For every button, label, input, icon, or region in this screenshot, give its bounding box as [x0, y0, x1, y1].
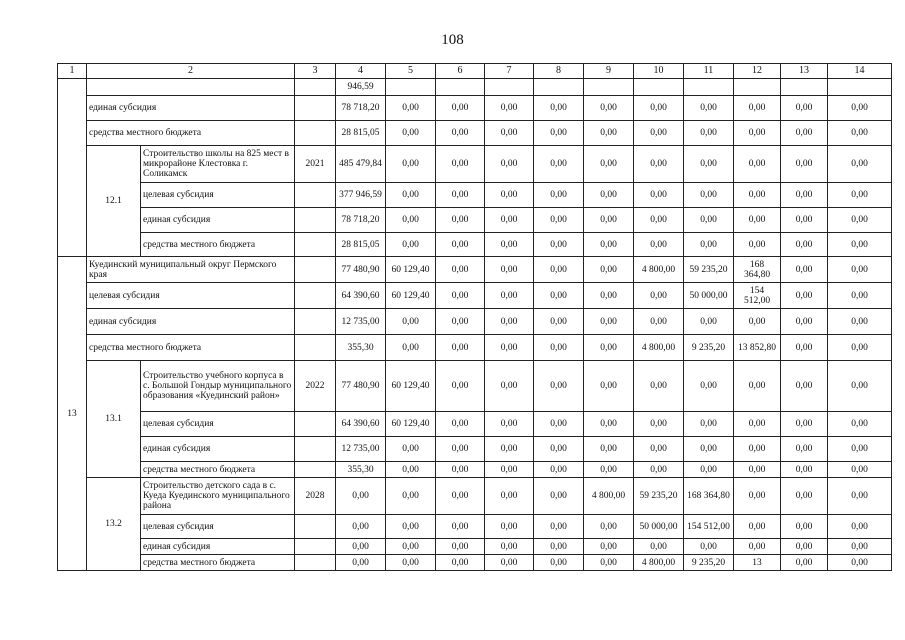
page-number: 108	[441, 32, 464, 48]
table-row	[58, 257, 892, 283]
year-cell	[295, 515, 336, 539]
value-cell: 0,00	[436, 96, 485, 121]
value-cell: 0,00	[734, 412, 781, 437]
value-cell: 0,00	[436, 361, 485, 412]
value-cell: 0,00	[781, 309, 828, 335]
value-cell: 0,00	[781, 283, 828, 309]
value-cell: 0,00	[828, 462, 892, 478]
value-cell: 0,00	[634, 437, 684, 462]
table-row	[58, 555, 892, 571]
value-cell: 0,00	[734, 208, 781, 233]
value-cell: 154 512,00	[684, 515, 734, 539]
value-cell: 0,00	[828, 183, 892, 208]
value-cell: 0,00	[584, 257, 634, 283]
value-cell: 0,00	[436, 539, 485, 555]
value-cell: 0,00	[828, 96, 892, 121]
value-cell: 64 390,60	[336, 283, 386, 309]
value-cell: 0,00	[436, 555, 485, 571]
value-cell: 4 800,00	[634, 555, 684, 571]
budget-table	[57, 63, 892, 571]
value-cell: 59 235,20	[684, 257, 734, 283]
value-cell: 0,00	[828, 515, 892, 539]
value-cell	[485, 79, 534, 96]
value-cell: 0,00	[781, 233, 828, 257]
value-cell	[781, 79, 828, 96]
value-cell: 0,00	[436, 121, 485, 146]
item-code: 13.2	[87, 478, 141, 571]
year-cell	[295, 96, 336, 121]
value-cell: 0,00	[828, 257, 892, 283]
table-row	[58, 539, 892, 555]
table-row	[58, 283, 892, 309]
value-cell: 0,00	[485, 539, 534, 555]
value-cell: 0,00	[584, 233, 634, 257]
value-cell: 0,00	[828, 335, 892, 361]
value-cell: 0,00	[386, 96, 436, 121]
value-cell: 4 800,00	[584, 478, 634, 515]
value-cell: 0,00	[734, 183, 781, 208]
value-cell: 485 479,84	[336, 146, 386, 183]
value-cell: 78 718,20	[336, 208, 386, 233]
value-cell: 355,30	[336, 335, 386, 361]
value-cell: 0,00	[485, 412, 534, 437]
value-cell: 12 735,00	[336, 309, 386, 335]
value-cell	[436, 79, 485, 96]
row-label: единая субсидия	[141, 437, 295, 462]
value-cell: 0,00	[534, 208, 584, 233]
value-cell: 355,30	[336, 462, 386, 478]
value-cell: 4 800,00	[634, 335, 684, 361]
value-cell: 0,00	[534, 555, 584, 571]
value-cell: 0,00	[828, 121, 892, 146]
value-cell: 0,00	[534, 412, 584, 437]
value-cell: 77 480,90	[336, 361, 386, 412]
row-label: средства местного бюджета	[87, 121, 295, 146]
value-cell: 0,00	[534, 233, 584, 257]
header-row	[58, 64, 892, 79]
value-cell: 0,00	[828, 361, 892, 412]
value-cell: 28 815,05	[336, 233, 386, 257]
value-cell: 0,00	[534, 361, 584, 412]
value-cell: 0,00	[684, 361, 734, 412]
value-cell: 0,00	[336, 478, 386, 515]
year-cell	[295, 121, 336, 146]
value-cell: 0,00	[781, 183, 828, 208]
value-cell: 0,00	[781, 96, 828, 121]
value-cell	[828, 79, 892, 96]
row-label: единая субсидия	[141, 208, 295, 233]
table-row	[58, 437, 892, 462]
value-cell: 0,00	[436, 462, 485, 478]
value-cell: 0,00	[436, 515, 485, 539]
value-cell: 0,00	[734, 515, 781, 539]
value-cell: 0,00	[781, 257, 828, 283]
value-cell: 0,00	[386, 233, 436, 257]
year-cell	[295, 183, 336, 208]
value-cell: 13	[734, 555, 781, 571]
value-cell: 0,00	[734, 146, 781, 183]
value-cell: 60 129,40	[386, 412, 436, 437]
year-cell: 2022	[295, 361, 336, 412]
col-header-11: 11	[684, 64, 734, 79]
value-cell: 0,00	[386, 146, 436, 183]
col-header-4: 4	[336, 64, 386, 79]
value-cell: 9 235,20	[684, 335, 734, 361]
value-cell: 0,00	[336, 555, 386, 571]
value-cell: 0,00	[828, 412, 892, 437]
value-cell: 0,00	[485, 233, 534, 257]
value-cell: 0,00	[534, 121, 584, 146]
group-number-cell: 13	[58, 257, 87, 571]
value-cell: 0,00	[734, 437, 781, 462]
value-cell: 0,00	[485, 309, 534, 335]
year-cell	[295, 539, 336, 555]
value-cell: 0,00	[584, 208, 634, 233]
value-cell: 50 000,00	[684, 283, 734, 309]
value-cell: 0,00	[584, 437, 634, 462]
value-cell: 0,00	[584, 283, 634, 309]
row-label: целевая субсидия	[141, 412, 295, 437]
col-header-9: 9	[584, 64, 634, 79]
value-cell: 0,00	[828, 146, 892, 183]
value-cell: 0,00	[485, 361, 534, 412]
value-cell: 0,00	[485, 478, 534, 515]
value-cell: 0,00	[781, 555, 828, 571]
value-cell: 0,00	[634, 121, 684, 146]
value-cell: 12 735,00	[336, 437, 386, 462]
value-cell: 0,00	[781, 121, 828, 146]
value-cell: 0,00	[781, 361, 828, 412]
value-cell: 0,00	[684, 437, 734, 462]
year-cell	[295, 462, 336, 478]
value-cell: 168 364,80	[734, 257, 781, 283]
col-header-12: 12	[734, 64, 781, 79]
table-row	[58, 233, 892, 257]
value-cell: 0,00	[485, 183, 534, 208]
col-header-13: 13	[781, 64, 828, 79]
value-cell: 78 718,20	[336, 96, 386, 121]
year-cell	[295, 233, 336, 257]
value-cell: 0,00	[386, 515, 436, 539]
value-cell: 0,00	[534, 283, 584, 309]
value-cell: 0,00	[485, 146, 534, 183]
table-row	[58, 121, 892, 146]
value-cell: 0,00	[386, 555, 436, 571]
year-cell	[295, 412, 336, 437]
value-cell: 0,00	[734, 96, 781, 121]
value-cell: 13 852,80	[734, 335, 781, 361]
row-label: целевая субсидия	[141, 183, 295, 208]
value-cell: 0,00	[534, 96, 584, 121]
col-header-3: 3	[295, 64, 336, 79]
row-label: Куединский муниципальный округ Пермского края	[87, 257, 295, 283]
table-row	[58, 478, 892, 515]
value-cell	[634, 79, 684, 96]
value-cell: 0,00	[734, 309, 781, 335]
value-cell: 0,00	[534, 309, 584, 335]
row-label: средства местного бюджета	[87, 335, 295, 361]
col-header-8: 8	[534, 64, 584, 79]
value-cell: 60 129,40	[386, 257, 436, 283]
value-cell: 0,00	[436, 283, 485, 309]
value-cell: 0,00	[584, 361, 634, 412]
value-cell: 0,00	[584, 555, 634, 571]
year-cell	[295, 309, 336, 335]
value-cell: 0,00	[386, 539, 436, 555]
value-cell: 0,00	[584, 146, 634, 183]
col-header-14: 14	[828, 64, 892, 79]
table-row	[58, 309, 892, 335]
value-cell: 0,00	[828, 437, 892, 462]
row-label: Строительство школы на 825 мест в микрорайоне Клестовка г. Соликамск	[141, 146, 295, 183]
value-cell: 0,00	[534, 257, 584, 283]
value-cell: 0,00	[634, 146, 684, 183]
value-cell: 0,00	[684, 309, 734, 335]
year-cell	[295, 555, 336, 571]
value-cell: 0,00	[828, 309, 892, 335]
value-cell: 0,00	[684, 208, 734, 233]
value-cell: 0,00	[734, 478, 781, 515]
value-cell: 0,00	[436, 146, 485, 183]
value-cell: 0,00	[485, 96, 534, 121]
value-cell: 0,00	[534, 335, 584, 361]
year-cell	[295, 257, 336, 283]
value-cell: 0,00	[828, 233, 892, 257]
row-label: единая субсидия	[141, 539, 295, 555]
value-cell	[734, 79, 781, 96]
value-cell: 0,00	[485, 335, 534, 361]
value-cell: 0,00	[436, 208, 485, 233]
value-cell: 0,00	[436, 309, 485, 335]
table-row	[58, 183, 892, 208]
value-cell: 0,00	[386, 335, 436, 361]
value-cell: 0,00	[386, 437, 436, 462]
value-cell: 0,00	[584, 183, 634, 208]
row-label: единая субсидия	[87, 96, 295, 121]
value-cell: 0,00	[485, 208, 534, 233]
value-cell: 0,00	[684, 146, 734, 183]
value-cell: 4 800,00	[634, 257, 684, 283]
value-cell: 0,00	[828, 283, 892, 309]
value-cell: 0,00	[584, 515, 634, 539]
table-row	[58, 79, 892, 96]
value-cell: 0,00	[634, 361, 684, 412]
value-cell: 60 129,40	[386, 361, 436, 412]
value-cell: 0,00	[534, 539, 584, 555]
table-row	[58, 515, 892, 539]
value-cell: 946,59	[336, 79, 386, 96]
value-cell: 0,00	[781, 146, 828, 183]
value-cell: 0,00	[634, 283, 684, 309]
value-cell: 0,00	[386, 309, 436, 335]
table-row	[58, 462, 892, 478]
year-cell: 2021	[295, 146, 336, 183]
row-label: целевая субсидия	[87, 283, 295, 309]
col-header-5: 5	[386, 64, 436, 79]
row-label: средства местного бюджета	[141, 233, 295, 257]
value-cell: 0,00	[485, 515, 534, 539]
value-cell: 59 235,20	[634, 478, 684, 515]
value-cell: 9 235,20	[684, 555, 734, 571]
value-cell: 0,00	[734, 361, 781, 412]
value-cell: 60 129,40	[386, 283, 436, 309]
value-cell: 0,00	[584, 335, 634, 361]
value-cell: 0,00	[485, 121, 534, 146]
value-cell: 0,00	[436, 412, 485, 437]
value-cell: 0,00	[436, 183, 485, 208]
value-cell: 0,00	[734, 121, 781, 146]
value-cell: 0,00	[485, 257, 534, 283]
value-cell: 0,00	[485, 555, 534, 571]
value-cell: 377 946,59	[336, 183, 386, 208]
value-cell: 0,00	[584, 462, 634, 478]
value-cell: 50 000,00	[634, 515, 684, 539]
value-cell: 0,00	[828, 478, 892, 515]
value-cell: 0,00	[828, 555, 892, 571]
table-row	[58, 335, 892, 361]
value-cell: 0,00	[485, 283, 534, 309]
value-cell: 0,00	[485, 462, 534, 478]
table-row	[58, 412, 892, 437]
value-cell: 77 480,90	[336, 257, 386, 283]
value-cell: 0,00	[584, 121, 634, 146]
value-cell: 0,00	[534, 183, 584, 208]
value-cell: 0,00	[781, 478, 828, 515]
col-header-7: 7	[485, 64, 534, 79]
col-header-1: 1	[58, 64, 87, 79]
value-cell: 64 390,60	[336, 412, 386, 437]
value-cell: 0,00	[584, 96, 634, 121]
value-cell: 0,00	[436, 335, 485, 361]
value-cell: 0,00	[684, 183, 734, 208]
value-cell: 0,00	[386, 478, 436, 515]
value-cell: 0,00	[634, 208, 684, 233]
value-cell: 0,00	[634, 309, 684, 335]
year-cell: 2028	[295, 478, 336, 515]
value-cell: 0,00	[485, 437, 534, 462]
value-cell: 0,00	[634, 183, 684, 208]
row-label: средства местного бюджета	[141, 462, 295, 478]
value-cell: 0,00	[534, 515, 584, 539]
value-cell: 0,00	[634, 462, 684, 478]
value-cell	[684, 79, 734, 96]
value-cell	[584, 79, 634, 96]
value-cell: 0,00	[684, 96, 734, 121]
value-cell: 0,00	[534, 478, 584, 515]
value-cell: 0,00	[584, 539, 634, 555]
group-number-cell	[58, 79, 87, 257]
value-cell: 0,00	[584, 309, 634, 335]
value-cell: 0,00	[584, 412, 634, 437]
value-cell: 0,00	[781, 412, 828, 437]
row-label: средства местного бюджета	[141, 555, 295, 571]
value-cell: 154 512,00	[734, 283, 781, 309]
value-cell: 0,00	[684, 539, 734, 555]
table-row	[58, 96, 892, 121]
value-cell: 0,00	[386, 121, 436, 146]
row-label: единая субсидия	[87, 309, 295, 335]
value-cell: 0,00	[634, 539, 684, 555]
table-row	[58, 361, 892, 412]
col-header-10: 10	[634, 64, 684, 79]
value-cell: 0,00	[734, 539, 781, 555]
value-cell	[534, 79, 584, 96]
year-cell	[295, 283, 336, 309]
value-cell: 0,00	[634, 96, 684, 121]
value-cell: 28 815,05	[336, 121, 386, 146]
value-cell: 0,00	[781, 208, 828, 233]
value-cell: 0,00	[534, 146, 584, 183]
row-label: Строительство учебного корпуса в с. Большой Гондыр муниципального образования «Куединский район»	[141, 361, 295, 412]
table-row	[58, 208, 892, 233]
table-row	[58, 146, 892, 183]
value-cell: 0,00	[684, 412, 734, 437]
value-cell: 0,00	[534, 437, 584, 462]
value-cell: 0,00	[828, 208, 892, 233]
value-cell: 0,00	[781, 335, 828, 361]
value-cell: 0,00	[734, 462, 781, 478]
value-cell: 0,00	[734, 233, 781, 257]
year-cell	[295, 437, 336, 462]
value-cell: 0,00	[684, 233, 734, 257]
row-label: Строительство детского сада в с. Куеда Куединского муниципального района	[141, 478, 295, 515]
item-code: 12.1	[87, 146, 141, 257]
value-cell: 0,00	[436, 257, 485, 283]
year-cell	[295, 335, 336, 361]
value-cell: 0,00	[336, 515, 386, 539]
value-cell: 0,00	[436, 233, 485, 257]
value-cell: 0,00	[534, 462, 584, 478]
value-cell: 0,00	[684, 462, 734, 478]
value-cell: 0,00	[336, 539, 386, 555]
value-cell: 0,00	[634, 412, 684, 437]
value-cell: 0,00	[386, 462, 436, 478]
value-cell: 0,00	[781, 515, 828, 539]
year-cell	[295, 208, 336, 233]
value-cell: 0,00	[386, 183, 436, 208]
value-cell: 168 364,80	[684, 478, 734, 515]
value-cell: 0,00	[828, 539, 892, 555]
value-cell	[386, 79, 436, 96]
value-cell: 0,00	[436, 478, 485, 515]
label-cell	[87, 79, 295, 96]
value-cell: 0,00	[634, 233, 684, 257]
col-header-6: 6	[436, 64, 485, 79]
item-code: 13.1	[87, 361, 141, 478]
value-cell: 0,00	[386, 208, 436, 233]
value-cell: 0,00	[781, 437, 828, 462]
value-cell: 0,00	[684, 121, 734, 146]
value-cell: 0,00	[436, 437, 485, 462]
value-cell: 0,00	[781, 539, 828, 555]
row-label: целевая субсидия	[141, 515, 295, 539]
year-cell	[295, 79, 336, 96]
col-header-2: 2	[87, 64, 295, 79]
value-cell: 0,00	[781, 462, 828, 478]
